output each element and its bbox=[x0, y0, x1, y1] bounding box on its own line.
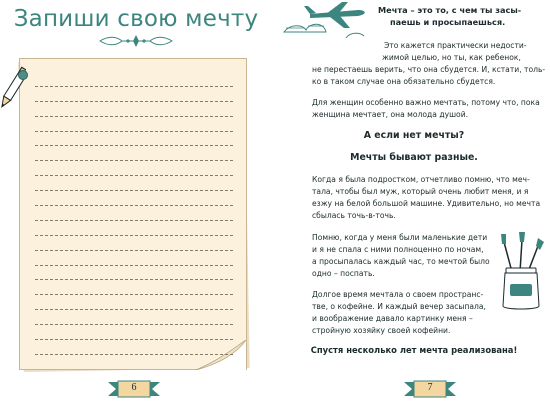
intro-line-2: жимой целью, но ты, как ребенок, bbox=[382, 53, 521, 62]
writing-line[interactable] bbox=[35, 325, 233, 340]
writing-line[interactable] bbox=[35, 87, 233, 102]
intro-line-3: не перестаешь верить, что она сбудется. И, кстати, толь- bbox=[312, 65, 546, 74]
writing-line[interactable] bbox=[35, 176, 233, 191]
paragraph-4-line-3: а просыпалась каждый час, то мечтой было bbox=[312, 257, 490, 266]
subheading: Мечты бывают разные. bbox=[350, 152, 478, 163]
paragraph-5-line-1: Долгое время мечтала о своем пространс- bbox=[312, 290, 484, 299]
writing-line[interactable] bbox=[35, 340, 233, 355]
paragraph-3-line-4: сбылась точь-в-точь. bbox=[312, 211, 396, 220]
question-heading: А если нет мечты? bbox=[363, 130, 465, 141]
writing-line[interactable] bbox=[35, 146, 233, 161]
paragraph-4-line-4: одно – поспать. bbox=[312, 269, 375, 278]
right-page bbox=[278, 0, 550, 402]
writing-line[interactable] bbox=[35, 295, 233, 310]
writing-line[interactable] bbox=[35, 221, 233, 236]
paragraph-4-line-2: и я не спала с ними полноценно по ночам, bbox=[312, 245, 484, 254]
writing-line[interactable] bbox=[35, 191, 233, 206]
writing-line[interactable] bbox=[35, 251, 233, 266]
writing-line[interactable] bbox=[35, 206, 233, 221]
writing-line[interactable] bbox=[35, 266, 233, 281]
writing-lines[interactable] bbox=[35, 72, 233, 355]
pin-icon bbox=[18, 70, 28, 80]
page-title: Запиши свою мечту bbox=[13, 6, 259, 32]
paragraph-5-line-3: и воображение давало картинку меня – bbox=[312, 314, 473, 323]
writing-line[interactable] bbox=[35, 310, 233, 325]
brush-jar-icon bbox=[498, 232, 548, 312]
intro-line-4: ко в таком случае она обязательно сбудется. bbox=[312, 77, 496, 86]
writing-line[interactable] bbox=[35, 132, 233, 147]
closing-statement: Спустя несколько лет мечта реализована! bbox=[310, 345, 518, 355]
paragraph-3-line-3: езжу на белой большой машине. Удивительно, но мечта bbox=[312, 199, 541, 208]
writing-line[interactable] bbox=[35, 117, 233, 132]
writing-line[interactable] bbox=[35, 72, 233, 87]
paragraph-3-line-1: Когда я была подростком, отчетливо помню, что меч- bbox=[312, 175, 530, 184]
writing-line[interactable] bbox=[35, 236, 233, 251]
paragraph-5-line-2: тве, о кофейне. И каждый вечер засыпала, bbox=[312, 302, 486, 311]
page-number-badge bbox=[402, 379, 458, 399]
paragraph-2-line-2: женщина мечтает, она молода душой. bbox=[312, 110, 469, 119]
page-number: 7 bbox=[427, 382, 433, 393]
left-page bbox=[0, 0, 272, 402]
paragraph-5-line-4: стройную хозяйку своей кофейни. bbox=[312, 326, 451, 335]
paragraph-3-line-2: тала, чтобы был муж, который очень любит меня, и я bbox=[312, 187, 529, 196]
intro-line-1: Это кажется практически недости- bbox=[384, 41, 527, 50]
paragraph-4-line-1: Помню, когда у меня были маленькие дети bbox=[312, 233, 488, 242]
ornament-divider-icon bbox=[98, 34, 174, 48]
writing-line[interactable] bbox=[35, 280, 233, 295]
page-number: 6 bbox=[131, 382, 137, 393]
heading-line-2: паешь и просыпаешься. bbox=[390, 17, 506, 27]
writing-line[interactable] bbox=[35, 102, 233, 117]
writing-line[interactable] bbox=[35, 161, 233, 176]
heading-line-1: Мечта – это то, с чем ты засы- bbox=[378, 5, 522, 15]
paragraph-2-line-1: Для женщин особенно важно мечтать, потому что, пока bbox=[312, 98, 540, 107]
airplane-icon bbox=[280, 2, 372, 38]
page-number-badge bbox=[106, 379, 162, 399]
